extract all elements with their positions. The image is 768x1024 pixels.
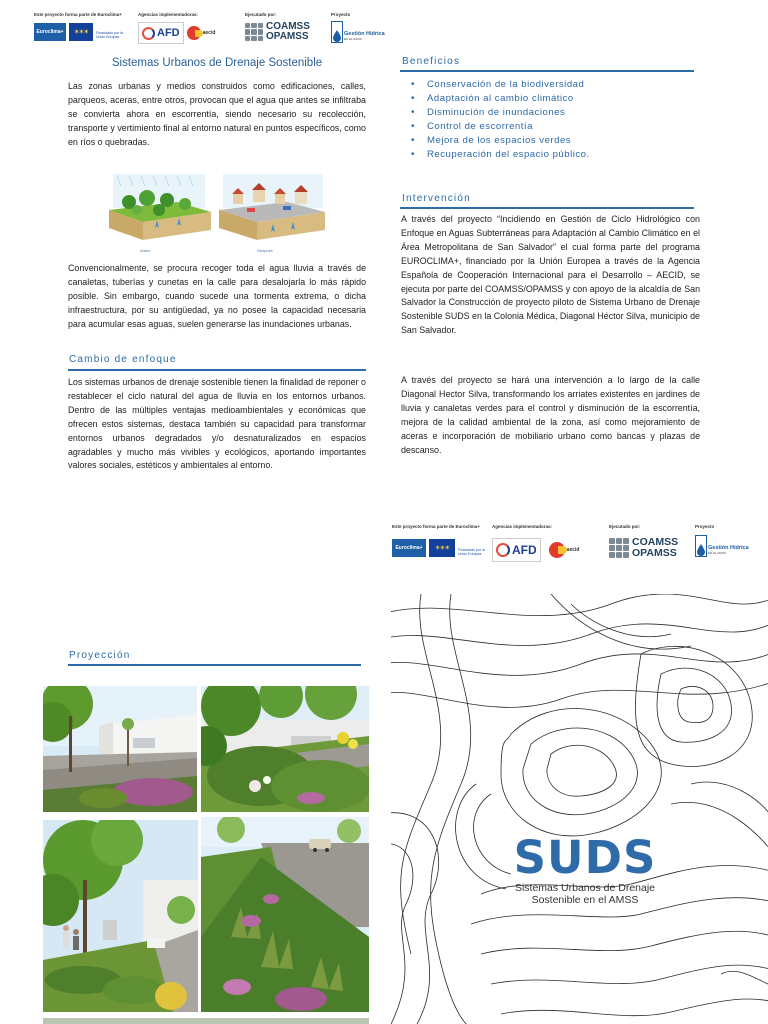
section-title-intervention: Intervención [402,193,471,204]
logo-caption: Agencias implementadoras: [138,12,199,17]
logo-caption: Proyecto [695,524,715,529]
gestion-hidrica-logo: Gestión Hídrica EN EL AMSS [331,21,385,43]
benefit-item: • Adaptación al cambio climático [408,92,590,106]
logo-euroclima-group [392,524,490,557]
logo-caption: Proyecto [331,12,351,17]
suds-logo [505,831,665,906]
afd-logo: AFD [492,538,541,562]
logo-euroclima-group [34,12,129,41]
gestion-hidrica-logo: Gestión Hídrica EN EL AMSS [695,535,749,557]
logo-caption: Agencias implementadoras: [492,524,553,529]
suds-cover [391,594,768,1024]
section-divider [400,70,694,72]
eu-funding-text: Financiado por la Unión Europea [458,548,485,556]
page-title: Sistemas Urbanos de Drenaje Sostenible [111,57,323,69]
logo-project-group [331,12,386,43]
benefit-item: • Mejora de los espacios verdes [408,134,590,148]
before-after-illustration [107,172,329,252]
logo-caption: Ejecutado por: [245,12,277,17]
benefit-item: • Disminución de inundaciones [408,106,590,120]
logo-executed-group [609,524,695,558]
logo-caption: Este proyecto forma parte de Euroclima+ [392,524,480,529]
benefit-item: • Recuperación del espacio público. [408,148,590,162]
afd-logo: AFD [138,22,184,44]
section-title-benefits: Beneficios [402,56,461,67]
conventional-paragraph: Convencionalmente, se procura recoger toda el agua lluvia a través de canaletas, tuberías y cunetas en la calle para desalojarla lo más rápido posible. Sin embargo, cuando sucede una tormenta extrema, o dicha infraestructura, por su antigüedad, ya no posee la capacidad necesaria para acumular esas aguas, suelen generarse las inundaciones urbanas. [68,263,366,329]
logo-caption: Ejecutado por: [609,524,641,529]
before-block-illustration [109,174,211,240]
project-render-photo [201,817,369,1012]
section-divider [400,207,694,209]
logo-caption: Este proyecto forma parte de Euroclima+ [34,12,122,17]
change-paragraph: Los sistemas urbanos de drenaje sostenible tienen la finalidad de reponer o restablecer el ciclo natural del agua de lluvia en los entornos urbanos. Dentro de las múltiples ventajas medioambientales y económicas que ofrecen estos sistemas, destaca también su capacidad para transformar entornos urbanos degradados y/o desnaturalizados en espacios agradables y mucho más vivibles y ecológicos, aportando importantes valores sociales, estéticos y ambientales al entorno. [68,377,366,471]
section-divider [68,369,366,371]
logo-agencies-group [492,524,604,562]
aecid-logo: aecid [549,542,580,558]
intervention-paragraph-1: A través del proyecto “Incidiendo en Gestión de Ciclo Hidrológico con Enfoque en Aguas Subterráneas para Adaptación al Cambio Climático en el Área Metropolitana de San Salvador” el cual forma parte del programa EUROCLIMA+, financiado por la Unión Europea a través de la Agencia Española de Cooperación Internacional para el Desarrollo – AECID, se ejecuta por parte del COAMSS/OPAMSS y con apoyo de la alcaldía de San Salvador la Construcción de proyecto piloto de Sistema Urbano de Drenaje Sostenible SUDS en la Colonia Médica, Diagonal Héctor Silva, municipio de San Salvador. [401,214,700,336]
coamss-opamss-logo: COAMSS OPAMSS [609,537,678,558]
logo-executed-group [245,12,331,42]
suds-wordmark: SUDS [513,831,657,884]
intro-paragraph: Las zonas urbanas y medios construidos como edificaciones, calles, parqueos, aceras, entre otros, provocan que el agua que antes se infiltraba se convierta ahora en escorrentía, siendo necesario su recolección, transporte y vertimiento final al entorno natural en puntos específicos, como en ríos o quebradas. [68,81,366,147]
section-title-change: Cambio de enfoque [69,354,177,365]
topographic-contours-illustration [391,594,768,1024]
project-render-photo [43,686,197,812]
suds-subtitle-line1: Sistemas Urbanos de Drenaje [514,882,656,894]
benefit-item: • Control de escorrentía [408,120,590,134]
aecid-logo: aecid [187,26,216,40]
section-title-projection: Proyección [69,650,131,661]
logo-project-group [695,524,750,557]
illustration-label-before: Antes [140,248,151,253]
top-logo-bar [34,12,386,44]
project-render-photo [201,686,369,812]
benefits-list [408,78,590,161]
section-divider [68,664,361,666]
suds-subtitle-line2: Sostenible en el AMSS [531,894,639,906]
intervention-paragraph-2: A través del proyecto se hará una intervención a lo largo de la calle Diagonal Hector Silva, transformando los arriates existentes en jardines de lluvia y canaletas verdes para el control y disminución de la escorrentía, mejora de la calidad ambiental de la zona, así como mejoramiento de aceras e incorporación de mobiliario urbano como bancas y plazas de descanso. [401,375,700,455]
after-block-illustration [219,174,325,240]
project-render-photo [43,820,198,1012]
coamss-opamss-logo: COAMSS OPAMSS [245,22,310,42]
bottom-logo-bar [392,524,750,562]
logo-agencies-group [138,12,244,44]
benefit-item: • Conservación de la biodiversidad [408,78,590,92]
eu-flag-logo: ✶✶✶ [69,23,93,41]
illustration-label-after: Después [257,248,273,253]
project-render-photo-partial [43,1018,369,1024]
eu-funding-text: Financiado por la Unión Europea [96,31,123,39]
euroclima-logo: Euroclima+ [34,23,66,41]
eu-flag-logo: ✶✶✶ [429,539,455,557]
euroclima-logo: Euroclima+ [392,539,426,557]
